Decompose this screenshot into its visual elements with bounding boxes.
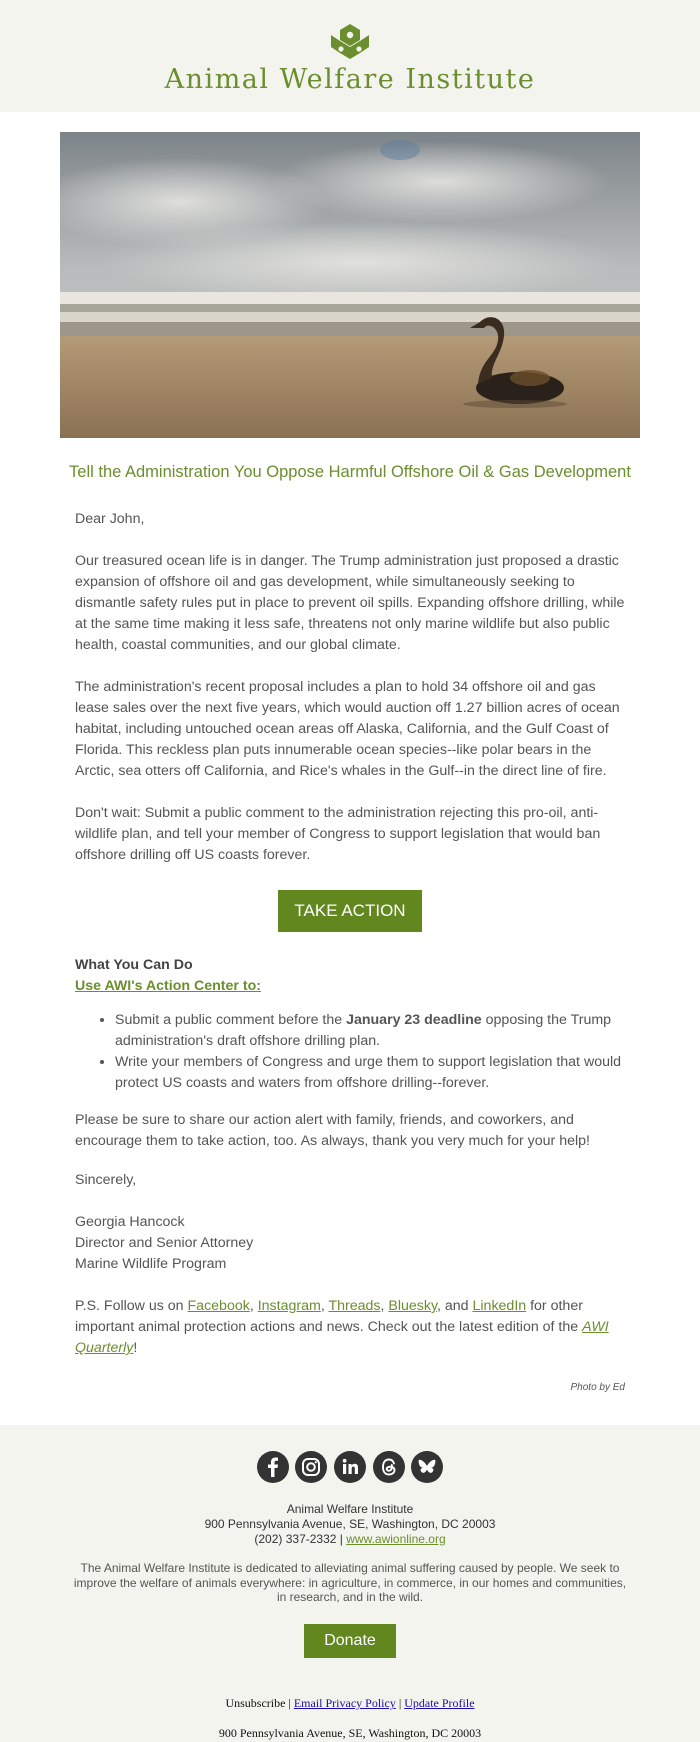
footer-separator: | [336,1532,347,1546]
brand-name[interactable]: Animal Welfare Institute [164,64,536,95]
header-band [0,0,700,112]
signature-block [75,1212,625,1275]
ps-separator: , [380,1298,389,1314]
footer-address: 900 Pennsylvania Avenue, SE, Washington, DC 20003 [204,1517,496,1531]
instagram-icon[interactable] [295,1451,327,1483]
unsubscribe-link[interactable]: Unsubscribe [225,1696,286,1710]
footer-org-name: Animal Welfare Institute [286,1502,414,1516]
linkedin-link[interactable]: LinkedIn [472,1298,527,1314]
action-list [75,1010,625,1094]
bluesky-link[interactable]: Bluesky [388,1298,438,1314]
list-item [115,1010,625,1052]
greeting: Dear John, [75,511,145,527]
action-center-link[interactable]: Use AWI's Action Center to: [75,978,261,994]
hero-photo[interactable] [60,132,640,438]
photo-credit: Photo by Ed [570,1382,625,1393]
donate-button[interactable]: Donate [304,1624,396,1658]
bluesky-icon[interactable] [411,1451,443,1483]
update-profile-link[interactable]: Update Profile [404,1696,475,1710]
bullet-text: opposing the Trump administration's draft offshore drilling plan. [115,1012,612,1049]
ps-prefix: P.S. Follow us on [75,1298,188,1314]
threads-link[interactable]: Threads [328,1298,381,1314]
paragraph-dont-wait: Don't wait: Submit a public comment to the administration rejecting this pro-oil, anti-wildlife plan, and tell your member of Congress to support legislation that would ban offshore drilling off US coasts forever. [75,805,601,863]
ps-separator: , [249,1298,258,1314]
footer-phone: (202) 337-2332 [254,1532,337,1546]
facebook-link[interactable]: Facebook [187,1298,250,1314]
linkedin-icon[interactable] [334,1451,366,1483]
footer-separator: | [395,1696,405,1710]
oiled-bird-photo-icon [60,132,640,438]
ps-middle: for other important animal protection actions and news. Check out the latest edition of the [75,1298,583,1335]
bullet-text: Submit a public comment before the [115,1012,347,1028]
signature-name: Georgia Hancock [75,1214,185,1230]
paragraph-proposal: The administration's recent proposal includes a plan to hold 34 offshore oil and gas lease sales over the next five years, which would auction off 1.27 billion acres of ocean habitat, including untouched ocean areas off Alaska, California, and the Gulf Coast of Florida. This reckless plan puts innumerable ocean species--like polar bears in the Arctic, sea otters off California, and Rice's whales in the Gulf--in the direct line of fire. [75,679,620,779]
deadline-text: January 23 deadline [346,1012,482,1028]
signature-program: Marine Wildlife Program [75,1256,227,1272]
ps-paragraph [75,1296,625,1359]
instagram-link[interactable]: Instagram [257,1298,321,1314]
legal-address: 900 Pennsylvania Avenue, SE, Washington, DC 20003 [218,1726,482,1740]
signoff: Sincerely, [75,1172,137,1188]
ps-suffix: ! [133,1340,138,1356]
footer-links [0,1696,700,1711]
signature-title: Director and Senior Attorney [75,1235,254,1251]
footer-separator: | [285,1696,294,1710]
awi-logo-icon[interactable] [330,22,370,62]
awi-quarterly-link[interactable]: AWI Quarterly [75,1319,609,1356]
take-action-button[interactable]: TAKE ACTION [278,890,422,932]
paragraph-danger: Our treasured ocean life is in danger. The Trump administration just proposed a drastic expansion of offshore oil and gas development, while simultaneously seeking to dismantle safety rules put in place to prevent oil spills. Expanding offshore drilling, while at the same time making it less safe, threatens not only marine wildlife but also public health, coastal communities, and our global climate. [75,553,625,653]
ps-separator: , and [437,1298,473,1314]
threads-icon[interactable] [373,1451,405,1483]
closing-paragraph: Please be sure to share our action alert with family, friends, and coworkers, and encourage them to take action, too. As always, thank you very much for your help! [75,1112,590,1149]
mission-statement: The Animal Welfare Institute is dedicated to alleviating animal suffering caused by people. We seek to improve the welfare of animals everywhere: in agriculture, in commerce, in our homes and communities, in research, and in the wild. [73,1561,627,1604]
website-link[interactable]: www.awionline.org [346,1532,446,1546]
email-privacy-link[interactable]: Email Privacy Policy [293,1696,396,1710]
facebook-icon[interactable] [257,1451,289,1483]
headline: Tell the Administration You Oppose Harmful Offshore Oil & Gas Development [69,463,631,481]
list-item: • Write your members of Congress and urge them to support legislation that would protect US coasts and waters from offshore drilling--forever. [115,1052,625,1094]
what-you-can-do-title: What You Can Do [75,957,193,973]
social-icons [257,1451,443,1483]
ps-separator: , [320,1298,329,1314]
footer-contact [0,1532,700,1547]
